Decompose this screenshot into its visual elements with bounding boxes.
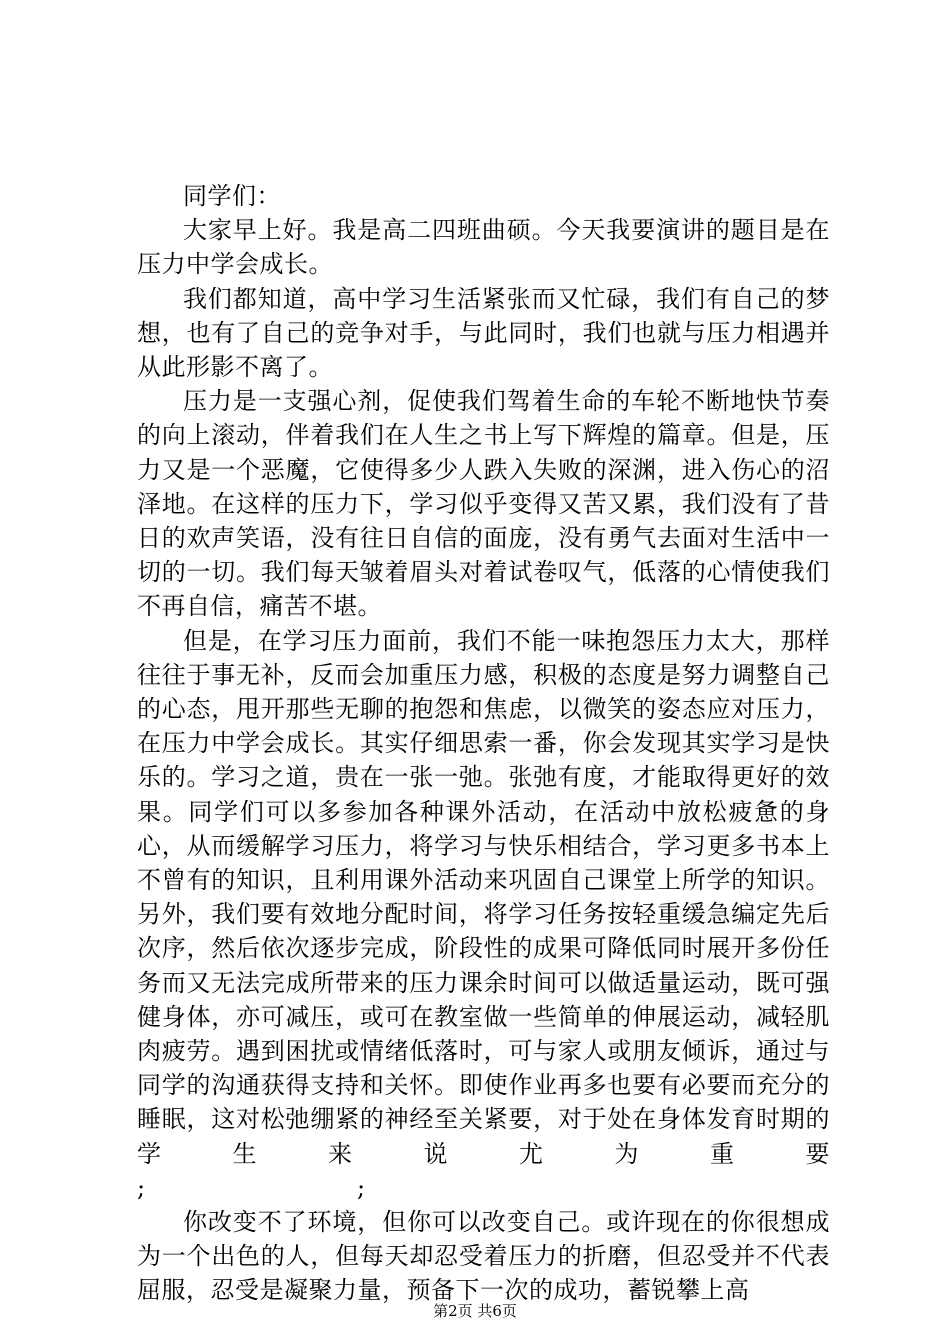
semicolon-2: ; <box>357 1173 366 1202</box>
document-body <box>137 179 830 1308</box>
paragraph-3: 压力是一支强心剂，促使我们驾着生命的车轮不断地快节奏的向上滚动，伴着我们在人生之书上写下辉煌的篇章。但是，压力又是一个恶魔，它使得多少人跌入失败的深渊，进入伤心的沼泽地。在这样的压力下，学习似乎变得又苦又累，我们没有了昔日的欢声笑语，没有往日自信的面庞，没有勇气去面对生活中一切的一切。我们每天皱着眉头对着试卷叹气，低落的心情使我们不再自信，痛苦不堪。 <box>137 387 830 621</box>
paragraph-2: 我们都知道，高中学习生活紧张而又忙碌，我们有自己的梦想，也有了自己的竞争对手，与此同时，我们也就与压力相遇并从此形影不离了。 <box>137 284 830 382</box>
paragraph-5: 你改变不了环境，但你可以改变自己。或许现在的你很想成为一个出色的人，但每天却忍受着压力的折磨，但忍受并不代表屈服，忍受是凝聚力量，预备下一次的成功，蓄锐攀上高 <box>137 1207 830 1305</box>
paragraph-4: 但是，在学习压力面前，我们不能一味抱怨压力太大，那样往往于事无补，反而会加重压力感，积极的态度是努力调整自己的心态，甩开那些无聊的抱怨和焦虑，以微笑的姿态应对压力，在压力中学会成长。其实仔细思索一番，你会发现其实学习是快乐的。学习之道，贵在一张一弛。张弛有度，才能取得更好的效果。同学们可以多参加各种课外活动，在活动中放松疲惫的身心，从而缓解学习压力，将学习与快乐相结合，学习更多书本上不曾有的知识，且利用课外活动来巩固自己课堂上所学的知识。另外，我们要有效地分配时间，将学习任务按轻重缓急编定先后次序，然后依次逐步完成，阶段性的成果可降低同时展开多份任务而又无法完成所带来的压力课余时间可以做适量运动，既可强健身体，亦可减压，或可在教室做一些简单的伸展运动，减轻肌肉疲劳。遇到困扰或情绪低落时，可与家人或朋友倾诉，通过与同学的沟通获得支持和关怀。即使作业再多也要有必要而充分的睡眠，这对松弛绷紧的神经至关紧要，对于处在身体发育时期的学生来说尤为重要 <box>137 626 830 1168</box>
semicolon-line <box>137 1171 830 1205</box>
salutation: 同学们： <box>183 182 281 210</box>
semicolon-1: ; <box>137 1173 146 1202</box>
page-number-footer: 第2页 共6页 <box>433 1302 517 1320</box>
paragraph-1: 大家早上好。我是高二四班曲硕。今天我要演讲的题目是在压力中学会成长。 <box>137 216 830 279</box>
